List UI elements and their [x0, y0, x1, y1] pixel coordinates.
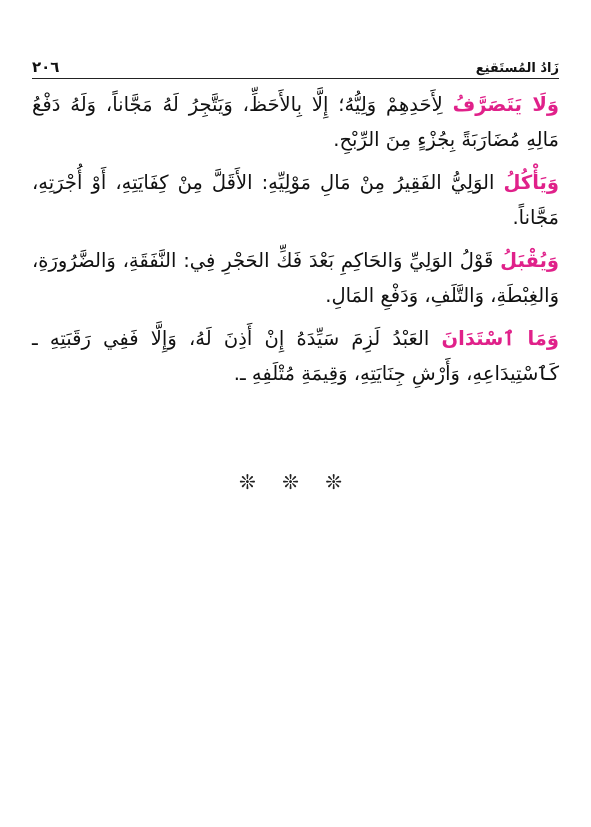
page-header: [32, 52, 559, 76]
paragraph-text: العَبْدُ لَزِمَ سَيِّدَهُ إِنْ أَذِنَ لَهُ، وَإِلَّا فَفِي رَقَبَتِهِ ـ كَٱسْتِيدَاعِهِ، وَأَرْشِ جِنَايَتِهِ، وَقِيمَةِ مُتْلَفِهِ ـ.: [32, 327, 559, 385]
page-body: [32, 88, 559, 400]
paragraph-keyword: وَيَأْكُلُ: [503, 171, 559, 194]
paragraph-4: [32, 322, 559, 391]
section-separator: ❊ ❊ ❊: [239, 470, 352, 494]
paragraph-keyword: وَيُقْبَلُ: [500, 249, 560, 272]
page-number: ٢٠٦: [32, 58, 60, 76]
paragraph-text: قَوْلُ الوَلِيِّ وَالحَاكِمِ بَعْدَ فَكِّ الحَجْرِ فِي: النَّفَقَةِ، وَالضَّرُورَةِ، وَالغِبْطَةِ، وَالتَّلَفِ، وَدَفْعِ المَالِ.: [32, 249, 559, 307]
paragraph-text: لِأَحَدِهِمْ وَلِيُّهُ؛ إِلَّا بِالأَحَظِّ، وَيَتَّجِرُ لَهُ مَجَّاناً، وَلَهُ دَفْعُ مَالِهِ مُضَارَبَةً بِجُزْءٍ مِنَ الرِّبْحِ.: [32, 93, 559, 151]
running-title: زَادُ المُستَقنِع: [475, 61, 559, 76]
paragraph-1: [32, 88, 559, 157]
paragraph-text: الوَلِيُّ الفَقِيرُ مِنْ مَالِ مَوْلِيِّهِ: الأَقَلَّ مِنْ كِفَايَتِهِ، أَوْ أُجْرَتِهِ، مَجَّاناً.: [32, 171, 559, 229]
paragraph-keyword: وَلَا يَتَصَرَّفُ: [452, 93, 559, 116]
paragraph-3: [32, 244, 559, 313]
paragraph-2: [32, 166, 559, 235]
paragraph-keyword: وَمَا ٱسْتَدَانَ: [441, 327, 559, 350]
header-rule: [32, 78, 559, 79]
